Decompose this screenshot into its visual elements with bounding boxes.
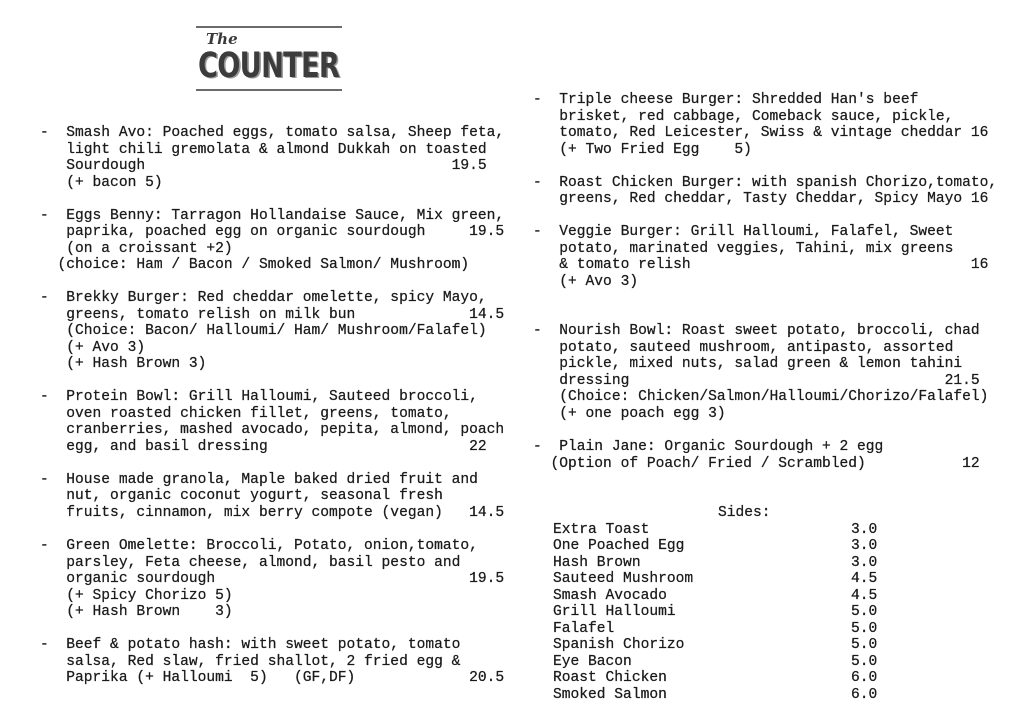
menu-line: (on a croissant +2) [40,241,233,257]
side-name: One Poached Egg [553,538,685,554]
menu-line: potato, marinated veggies, Tahini, mix greens [533,241,954,257]
side-name: Eye Bacon [553,654,632,670]
menu-line: nut, organic coconut yogurt, seasonal fresh [40,488,443,504]
menu-line: fruits, cinnamon, mix berry compote (vegan) 14.5 [40,505,505,521]
menu-line: - Eggs Benny: Tarragon Hollandaise Sauce, Mix green, [40,208,505,224]
menu-line: (Choice: Chicken/Salmon/Halloumi/Chorizo/Falafel) [533,389,989,405]
menu-line: organic sourdough 19.5 [40,571,505,587]
menu-line: brisket, red cabbage, Comeback sauce, pickle, [533,109,954,125]
menu-line: (+ Hash Brown 3) [40,356,207,372]
menu-line: - Smash Avo: Poached eggs, tomato salsa, Sheep feta, [40,125,505,141]
side-name: Smash Avocado [553,588,667,604]
side-price: 5.0 [851,637,878,653]
menu-line: tomato, Red Leicester, Swiss & vintage cheddar 16 [533,125,989,141]
menu-line: (+ Avo 3) [533,274,639,290]
menu-line: - Roast Chicken Burger: with spanish Chorizo,tomato, [533,175,998,191]
menu-line: - Veggie Burger: Grill Halloumi, Falafel, Sweet [533,224,954,240]
logo-prefix: The [206,30,238,48]
side-price: 5.0 [851,654,878,670]
menu-line: - Green Omelette: Broccoli, Potato, onion,tomato, [40,538,478,554]
menu-line: - Plain Jane: Organic Sourdough + 2 egg [533,439,884,455]
menu-line: - Brekky Burger: Red cheddar omelette, spicy Mayo, [40,290,487,306]
logo-top-rule [196,26,342,28]
side-name: Sauteed Mushroom [553,571,694,587]
menu-line: (+ Avo 3) [40,340,146,356]
menu-line: greens, Red cheddar, Tasty Cheddar, Spicy Mayo 16 [533,191,989,207]
side-name: Roast Chicken [553,670,667,686]
side-name: Falafel [553,621,615,637]
side-name: Grill Halloumi [553,604,676,620]
menu-line: pickle, mixed nuts, salad green & lemon tahini [533,356,963,372]
side-price: 5.0 [851,604,878,620]
menu-line: - Protein Bowl: Grill Halloumi, Sauteed broccoli, [40,389,478,405]
side-name: Spanish Chorizo [553,637,685,653]
side-name: Smoked Salmon [553,687,667,703]
menu-line: - Nourish Bowl: Roast sweet potato, broccoli, chad [533,323,980,339]
side-price: 4.5 [851,571,878,587]
menu-line: cranberries, mashed avocado, pepita, almond, poach [40,422,505,438]
logo [196,26,342,92]
logo-name: COUNTER [198,46,340,86]
side-name: Extra Toast [553,522,650,538]
side-price: 4.5 [851,588,878,604]
menu-line: (choice: Ham / Bacon / Smoked Salmon/ Mushroom) [40,257,470,273]
side-price: 3.0 [851,522,878,538]
menu-line: (+ Spicy Chorizo 5) [40,588,233,604]
sides-title: Sides: [718,505,771,521]
menu-line: parsley, Feta cheese, almond, basil pesto and [40,555,461,571]
menu-line: (Choice: Bacon/ Halloumi/ Ham/ Mushroom/Falafel) [40,323,487,339]
menu-line: Sourdough 19.5 [40,158,487,174]
logo-bottom-rule [196,89,342,91]
menu-line: (+ bacon 5) [40,175,163,191]
menu-line: (Option of Poach/ Fried / Scrambled) 12 [533,456,980,472]
menu-line: greens, tomato relish on milk bun 14.5 [40,307,505,323]
menu-line: - Triple cheese Burger: Shredded Han's beef [533,92,919,108]
menu-line: - Beef & potato hash: with sweet potato, tomato [40,637,461,653]
menu-line: & tomato relish 16 [533,257,989,273]
menu-line: salsa, Red slaw, fried shallot, 2 fried egg & [40,654,461,670]
menu-line: egg, and basil dressing 22 [40,439,487,455]
menu-line: light chili gremolata & almond Dukkah on toasted [40,142,487,158]
side-price: 6.0 [851,687,878,703]
menu-line: oven roasted chicken fillet, greens, tomato, [40,406,452,422]
menu-line: paprika, poached egg on organic sourdough 19.5 [40,224,505,240]
side-price: 5.0 [851,621,878,637]
menu-line: (+ one poach egg 3) [533,406,726,422]
menu-line: dressing 21.5 [533,373,980,389]
side-price: 3.0 [851,538,878,554]
menu-line: Paprika (+ Halloumi 5) (GF,DF) 20.5 [40,670,505,686]
menu-line: potato, sauteed mushroom, antipasto, assorted [533,340,954,356]
side-price: 6.0 [851,670,878,686]
side-price: 3.0 [851,555,878,571]
side-name: Hash Brown [553,555,641,571]
menu-line: (+ Hash Brown 3) [40,604,233,620]
menu-line: (+ Two Fried Egg 5) [533,142,752,158]
menu-line: - House made granola, Maple baked dried fruit and [40,472,478,488]
